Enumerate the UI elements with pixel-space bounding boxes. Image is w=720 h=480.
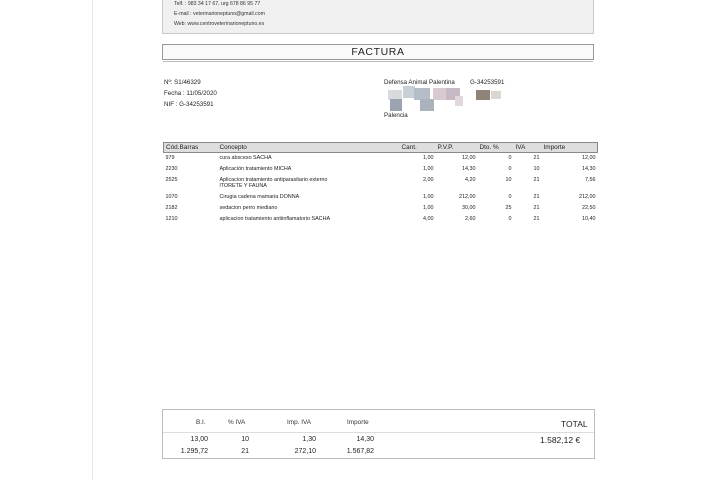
col-header-amount: Importe: [542, 143, 598, 153]
totals-amount: 1.567,82: [346, 448, 374, 455]
client-city: Palencia: [384, 112, 408, 119]
client-name: Defensa Animal Palentina: [384, 79, 455, 86]
cell-vat: 21: [533, 204, 540, 211]
totals-header-base: B.I.: [196, 419, 206, 426]
totals-amount: 14,30: [356, 436, 374, 443]
cell-code: 2525: [165, 176, 178, 183]
totals-vat-amount: 1,30: [302, 436, 316, 443]
total-label: TOTAL: [561, 419, 588, 429]
col-header-code: Cód.Barras: [164, 143, 218, 153]
invoice-nif: NIF : G-34253591: [164, 101, 214, 108]
cell-price: 12,00: [462, 155, 476, 161]
table-header-row: [164, 143, 598, 153]
cell-qty: 1,00: [423, 155, 434, 161]
cell-concept: [218, 175, 400, 193]
cell-vat: 21: [533, 194, 540, 201]
cell-vat: 10: [533, 165, 540, 172]
cell-code: 979: [165, 155, 175, 161]
cell-discount: 0: [508, 194, 512, 201]
clinic-web: Web: www.centroveterinarioneptuno.es: [174, 21, 265, 27]
cell-concept: aplicacion tratamiento antiinflamatorio SACHA: [219, 215, 331, 222]
cell-amount: 12,00: [582, 155, 596, 161]
document-title: FACTURA: [162, 44, 594, 60]
clinic-email: E-mail : veterinarioneptuno@gmail.com: [174, 11, 265, 17]
col-header-vat: IVA: [514, 143, 542, 153]
table-row: [164, 192, 598, 203]
cell-qty: 4,00: [423, 215, 434, 222]
totals-vat-amount: 272,10: [294, 448, 316, 455]
col-header-concept: Concepto: [218, 143, 400, 153]
cell-amount: 22,50: [582, 204, 596, 211]
cell-discount: 10: [505, 176, 512, 183]
cell-concept: cura absceso SACHA: [219, 155, 272, 161]
cell-amount: 10,40: [582, 215, 596, 222]
table-row: [164, 153, 598, 164]
cell-price: 14,30: [462, 165, 476, 172]
cell-price: 4,20: [465, 176, 476, 183]
cell-discount: 25: [505, 204, 512, 211]
client-nif: G-34253591: [470, 79, 505, 86]
totals-base: 13,00: [190, 436, 208, 443]
cell-vat: 21: [533, 155, 540, 161]
table-row: [164, 175, 598, 193]
cell-qty: 2,00: [423, 176, 434, 183]
cell-concept-line2: lTORETE Y FAUNA: [219, 183, 267, 190]
clinic-phone: Telf. : 983 34 17 67, urg 678 86 95 77: [174, 1, 261, 7]
cell-vat: 21: [533, 215, 540, 222]
cell-amount: 14,30: [582, 165, 596, 172]
totals-header-vat-pct: % IVA: [228, 419, 246, 426]
cell-code: 2182: [165, 204, 178, 211]
table-row: [164, 214, 598, 225]
totals-vat-pct: 21: [241, 448, 249, 455]
cell-concept: Cirugia cadena mamaria DONNA: [219, 194, 300, 201]
cell-vat: 21: [533, 176, 540, 183]
cell-code: 1210: [165, 215, 178, 222]
col-header-price: P.V.P.: [436, 143, 478, 153]
totals-vat-pct: 10: [241, 436, 249, 443]
totals-base: 1.295,72: [180, 448, 208, 455]
cell-discount: 0: [508, 165, 512, 172]
cell-qty: 1,00: [423, 194, 434, 201]
cell-concept: Aplicación tratamiento MICHA: [219, 165, 292, 172]
col-header-discount: Dto. %: [478, 143, 514, 153]
cell-amount: 212,00: [579, 194, 596, 201]
totals-header-amount: Importe: [347, 419, 369, 426]
cell-code: 1070: [165, 194, 178, 201]
totals-header-vat-amount: Imp. IVA: [287, 419, 312, 426]
cell-code: 2230: [165, 165, 178, 172]
cell-price: 30,00: [462, 204, 476, 211]
cell-qty: 1,00: [423, 204, 434, 211]
page-edge: [92, 0, 93, 480]
cell-price: 212,00: [459, 194, 476, 201]
cell-discount: 0: [508, 215, 512, 222]
invoice-number: Nº: S1/46329: [164, 79, 201, 86]
invoice-lines-table: [163, 142, 598, 225]
invoice-date: Fecha : 11/05/2020: [164, 90, 217, 97]
table-row: [164, 164, 598, 175]
table-row: [164, 203, 598, 214]
cell-price: 2,60: [465, 215, 476, 222]
cell-concept-line1: Aplicacion tratamiento antiparasitario externo: [219, 176, 328, 183]
cell-discount: 0: [508, 155, 512, 161]
col-header-qty: Cant.: [400, 143, 436, 153]
total-amount: 1.582,12 €: [540, 435, 581, 445]
cell-qty: 1,00: [423, 165, 434, 172]
cell-amount: 7,56: [585, 176, 596, 183]
cell-concept: sedacion perro mediano: [219, 204, 278, 211]
